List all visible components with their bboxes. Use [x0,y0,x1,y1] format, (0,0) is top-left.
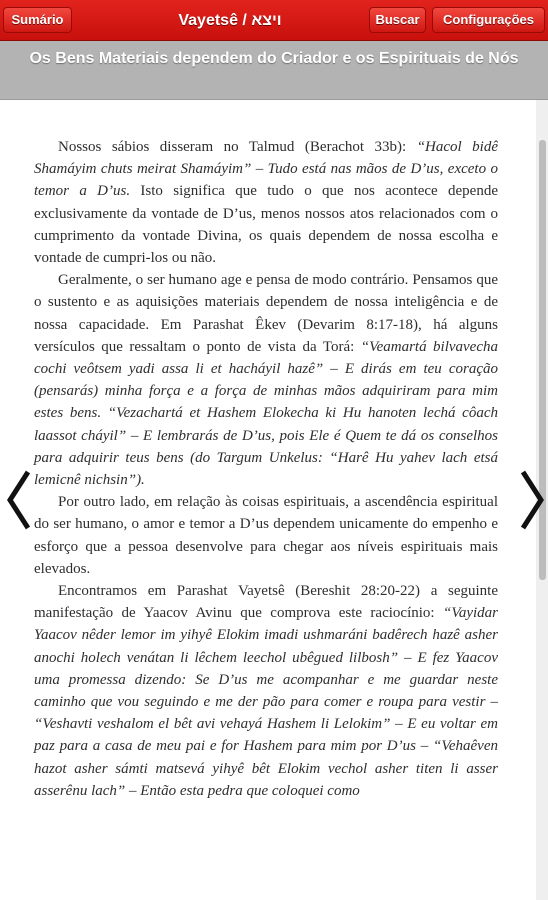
summary-button[interactable]: Sumário [3,7,72,33]
quote-text: “Vayidar Yaacov nêder lemor im yihyê Elokim imadi ushmaráni badêrech hazê asher anochi holech venátan li lêchem leechol ubêgued lilbosh” – E fez Yaacov uma promessa dizendo: Se D’us me acompanhar e me guardar neste caminho que vou seguindo e me der pão para comer e roupa para vestir – “Veshavti veshalom el bêt avi vehayá Hashem li Lelokim” – E eu voltar em paz para a casa de meu pai e for Hashem para mim por D’us – “Vehaêven hazot asher sámti matsevá yihyê bêt Elokim vechol asher titen li asser asserênu lach” – Então esta pedra que coloquei como [34,605,498,799]
body-text: Isto significa que tudo o que nos acontece depende exclusivamente da vontade de D’us, menos nossos atos relacionados com o cumprimento da vontade Divina, os quais dependem de nossa escolha e vontade de cumpri-los ou não. [34,183,498,267]
chapter-title: Os Bens Materiais dependem do Criador e os Espirituais de Nós [0,41,548,100]
top-toolbar [0,0,548,41]
body-text: Por outro lado, em relação às coisas espirituais, a ascendência espiritual do ser humano, o amor e temor a D’us dependem unicamente do empenho e esforço que a pessoa desenvolve para chegar aos níveis espirituais mais elevados. [34,494,498,577]
quote-text: “Hacol bidê Shamáyim chuts meirat Shamáyim” – Tudo está nas mãos de D’us, exceto o temor a D’us. [34,139,498,200]
next-page-button[interactable] [517,468,547,532]
paragraph [34,580,498,802]
article-body [34,136,498,802]
search-button[interactable]: Buscar [369,7,426,33]
body-text: Geralmente, o ser humano age e pensa de modo contrário. Pensamos que o sustento e as aquisições materiais dependem de nossa inteligência e de nossa capacidade. Em Parashat Êkev (Devarim 8:17-18), há alguns versículos que ressaltam o ponto de vista da Torá: [34,272,498,355]
body-text: Nossos sábios disseram no Talmud (Berachot 33b): [58,139,417,155]
quote-text: “Veamartá bilvavecha cochi veôtsem yadi assa li et hacháyil hazê” – E dirás em teu coração (pensarás) minha força e a força de minhas mãos adquiriram para mim estes bens. “Vezachartá et Hashem Elokecha ki Hu hanoten lechá côach laassot cháyil” – E lembrarás de D’us, pois Ele é Quem te dá os conselhos para adquirir teus bens (do Targum Unkelus: “Harê Hu yahev lach etsá lemicnê nichsin”). [34,338,498,489]
paragraph [34,269,498,491]
chevron-right-icon [517,468,547,532]
previous-page-button[interactable] [4,468,34,532]
paragraph [34,136,498,269]
chevron-left-icon [4,468,34,532]
paragraph [34,491,498,580]
settings-button[interactable]: Configurações [432,7,545,33]
parasha-title: Vayetsê / ויצא [178,12,282,29]
body-text: Encontramos em Parashat Vayetsê (Bereshit 28:20-22) a seguinte manifestação de Yaacov Avinu que comprova este raciocínio: [34,583,498,622]
